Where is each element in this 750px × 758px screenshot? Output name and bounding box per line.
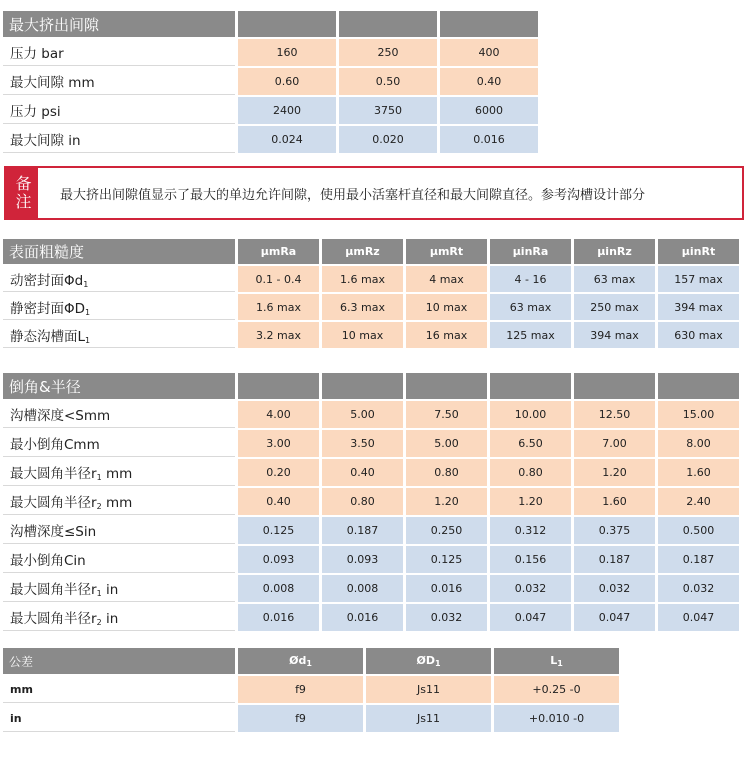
data-cell: 63 max	[490, 294, 571, 320]
data-cell: 6.50	[490, 430, 571, 457]
data-cell: 3.2 max	[238, 322, 319, 348]
data-cell: 0.20	[238, 459, 319, 486]
data-cell: 0.40	[322, 459, 403, 486]
data-cell: Js11	[366, 705, 491, 732]
data-cell: 0.125	[406, 546, 487, 573]
row-label: 最大间隙 mm	[3, 68, 235, 95]
extrusion-gap-header-cell	[238, 11, 336, 37]
data-cell: 157 max	[658, 266, 739, 292]
row-label: mm	[3, 676, 235, 703]
data-cell: 0.016	[238, 604, 319, 631]
column-header: μinRa	[490, 239, 571, 264]
data-cell: 0.032	[574, 575, 655, 602]
data-cell: 0.008	[322, 575, 403, 602]
chamfer-header-cell	[406, 373, 487, 399]
data-cell: 8.00	[658, 430, 739, 457]
column-header: $ØD_1$	[366, 648, 491, 674]
table-row	[3, 676, 619, 703]
table-row	[3, 575, 739, 602]
row-label: 最大圆角半径$r_2$ in	[3, 604, 235, 631]
extrusion-gap-header-cell	[440, 11, 538, 37]
column-header: μmRa	[238, 239, 319, 264]
data-cell: 630 max	[658, 322, 739, 348]
data-cell: 1.20	[574, 459, 655, 486]
data-cell: 0.40	[440, 68, 538, 95]
table-row	[3, 126, 538, 153]
table-row	[3, 604, 739, 631]
data-cell: 15.00	[658, 401, 739, 428]
chamfer-header-cell	[574, 373, 655, 399]
data-cell: 0.032	[406, 604, 487, 631]
data-cell: 10 max	[322, 322, 403, 348]
row-label: 沟槽深度≤Sin	[3, 517, 235, 544]
data-cell: 1.20	[406, 488, 487, 515]
data-cell: 10 max	[406, 294, 487, 320]
data-cell: 394 max	[658, 294, 739, 320]
data-cell: 7.50	[406, 401, 487, 428]
row-label: 静态沟槽面$L_1$	[3, 322, 235, 348]
table-row	[3, 322, 739, 348]
data-cell: 7.00	[574, 430, 655, 457]
row-label: 最小倒角Cmm	[3, 430, 235, 457]
data-cell: 0.016	[440, 126, 538, 153]
data-cell: 1.60	[658, 459, 739, 486]
data-cell: 4 - 16	[490, 266, 571, 292]
extrusion-gap-header-cell	[339, 11, 437, 37]
data-cell: 0.80	[322, 488, 403, 515]
row-label: 压力 bar	[3, 39, 235, 66]
data-cell: 4 max	[406, 266, 487, 292]
note-text: 最大挤出间隙值显示了最大的单边允许间隙，使用最小活塞杆直径和最大间隙直径。参考沟槽设计部分	[60, 188, 646, 203]
data-cell: 6.3 max	[322, 294, 403, 320]
tolerance-title: 公差	[3, 648, 235, 674]
column-header: μmRz	[322, 239, 403, 264]
data-cell: 1.6 max	[238, 294, 319, 320]
data-cell: 5.00	[406, 430, 487, 457]
data-cell: 63 max	[574, 266, 655, 292]
data-cell: 0.093	[322, 546, 403, 573]
data-cell: 0.020	[339, 126, 437, 153]
data-cell: 1.20	[490, 488, 571, 515]
data-cell: 160	[238, 39, 336, 66]
table-row	[3, 705, 619, 732]
tolerance-table	[0, 646, 622, 734]
surface-roughness-table	[0, 237, 742, 350]
extrusion-gap-table	[0, 9, 541, 155]
row-label: 最大间隙 in	[3, 126, 235, 153]
row-label: 最大圆角半径$r_1$ mm	[3, 459, 235, 486]
row-label: 沟槽深度<Smm	[3, 401, 235, 428]
row-label: 动密封面$\Phi d_1$	[3, 266, 235, 292]
data-cell: 0.375	[574, 517, 655, 544]
table-row	[3, 401, 739, 428]
data-cell: 3.00	[238, 430, 319, 457]
data-cell: 125 max	[490, 322, 571, 348]
data-cell: 0.016	[406, 575, 487, 602]
data-cell: 0.125	[238, 517, 319, 544]
table-row	[3, 294, 739, 320]
row-label: 最小倒角Cin	[3, 546, 235, 573]
data-cell: f9	[238, 705, 363, 732]
data-cell: 12.50	[574, 401, 655, 428]
table-row	[3, 546, 739, 573]
note-tag: 备注	[6, 168, 38, 218]
data-cell: 6000	[440, 97, 538, 124]
note-box	[4, 166, 744, 220]
table-row	[3, 517, 739, 544]
chamfer-header-cell	[658, 373, 739, 399]
data-cell: 5.00	[322, 401, 403, 428]
data-cell: 0.187	[322, 517, 403, 544]
data-cell: f9	[238, 676, 363, 703]
data-cell: +0.25 -0	[494, 676, 619, 703]
data-cell: 250 max	[574, 294, 655, 320]
data-cell: Js11	[366, 676, 491, 703]
data-cell: 3.50	[322, 430, 403, 457]
data-cell: 0.312	[490, 517, 571, 544]
data-cell: 0.50	[339, 68, 437, 95]
data-cell: 250	[339, 39, 437, 66]
table-row	[3, 39, 538, 66]
data-cell: 0.80	[406, 459, 487, 486]
extrusion-gap-title: 最大挤出间隙	[3, 11, 235, 37]
data-cell: 0.187	[658, 546, 739, 573]
data-cell: 0.187	[574, 546, 655, 573]
column-header: $L_1$	[494, 648, 619, 674]
data-cell: +0.010 -0	[494, 705, 619, 732]
table-row	[3, 68, 538, 95]
chamfer-title: 倒角&半径	[3, 373, 235, 399]
table-row	[3, 430, 739, 457]
data-cell: 4.00	[238, 401, 319, 428]
column-header: μmRt	[406, 239, 487, 264]
data-cell: 3750	[339, 97, 437, 124]
data-cell: 16 max	[406, 322, 487, 348]
table-row	[3, 459, 739, 486]
row-label: 压力 psi	[3, 97, 235, 124]
data-cell: 0.250	[406, 517, 487, 544]
data-cell: 400	[440, 39, 538, 66]
roughness-title: 表面粗糙度	[3, 239, 235, 264]
data-cell: 1.60	[574, 488, 655, 515]
data-cell: 394 max	[574, 322, 655, 348]
data-cell: 0.60	[238, 68, 336, 95]
data-cell: 0.047	[574, 604, 655, 631]
data-cell: 2400	[238, 97, 336, 124]
data-cell: 0.032	[490, 575, 571, 602]
chamfer-header-cell	[490, 373, 571, 399]
data-cell: 10.00	[490, 401, 571, 428]
data-cell: 0.016	[322, 604, 403, 631]
data-cell: 0.032	[658, 575, 739, 602]
data-cell: 0.1 - 0.4	[238, 266, 319, 292]
chamfer-header-cell	[238, 373, 319, 399]
column-header: $Ød_1$	[238, 648, 363, 674]
data-cell: 0.500	[658, 517, 739, 544]
row-label: in	[3, 705, 235, 732]
column-header: μinRt	[658, 239, 739, 264]
data-cell: 0.80	[490, 459, 571, 486]
data-cell: 2.40	[658, 488, 739, 515]
chamfer-radius-table	[0, 371, 742, 633]
column-header: μinRz	[574, 239, 655, 264]
data-cell: 0.024	[238, 126, 336, 153]
row-label: 最大圆角半径$r_2$ mm	[3, 488, 235, 515]
data-cell: 0.008	[238, 575, 319, 602]
data-cell: 0.047	[490, 604, 571, 631]
table-row	[3, 266, 739, 292]
row-label: 静密封面$\Phi D_1$	[3, 294, 235, 320]
table-row	[3, 488, 739, 515]
table-row	[3, 97, 538, 124]
chamfer-header-cell	[322, 373, 403, 399]
data-cell: 0.047	[658, 604, 739, 631]
data-cell: 0.40	[238, 488, 319, 515]
data-cell: 0.156	[490, 546, 571, 573]
data-cell: 0.093	[238, 546, 319, 573]
data-cell: 1.6 max	[322, 266, 403, 292]
row-label: 最大圆角半径$r_1$ in	[3, 575, 235, 602]
